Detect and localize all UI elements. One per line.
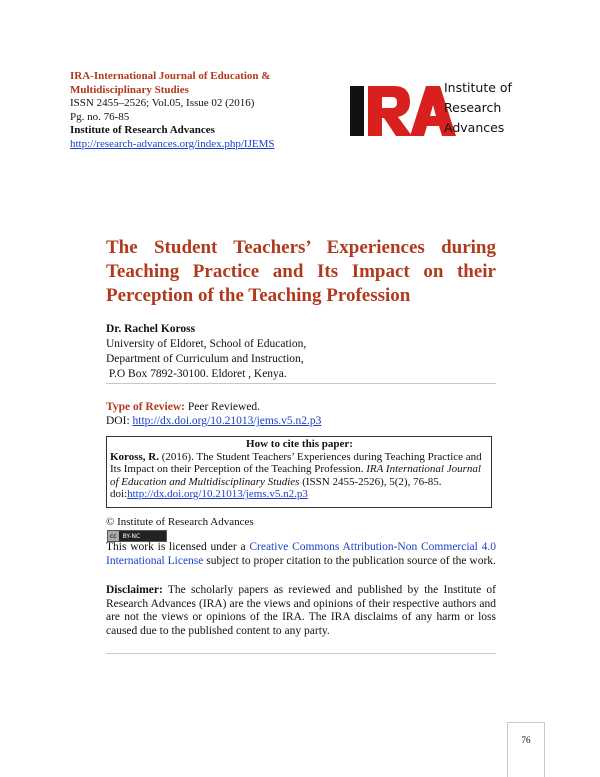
divider-bottom	[106, 653, 496, 654]
issn-line: ISSN 2455–2526; Vol.05, Issue 02 (2016)	[70, 97, 255, 109]
citation-author: Koross, R.	[110, 450, 159, 463]
doi-label: DOI:	[106, 415, 133, 427]
pages-line: Pg. no. 76-85	[70, 110, 130, 123]
publisher-name: Institute of Research Advances	[70, 124, 215, 136]
license-link[interactable]: Creative Commons Attribution-Non Commercial 4.0 International License	[106, 541, 496, 567]
logo-line2: Research	[444, 100, 502, 115]
license-text2: subject to proper citation to the publication source of the work.	[203, 554, 496, 567]
affiliation-line3: P.O Box 7892-30100. Eldoret , Kenya.	[106, 368, 287, 380]
logo-wordmark	[444, 78, 512, 138]
journal-header	[70, 70, 340, 151]
divider	[106, 383, 496, 384]
affiliation-line1: University of Eldoret, School of Education,	[106, 338, 307, 350]
author-block	[106, 322, 426, 382]
citation-heading: How to cite this paper:	[246, 438, 353, 450]
review-type-value: Peer Reviewed.	[185, 401, 261, 413]
page-number: 76	[521, 735, 531, 745]
disclaimer-label: Disclaimer:	[106, 584, 163, 596]
disclaimer-text	[106, 584, 496, 638]
license-text1: This work is licensed under a	[106, 541, 250, 553]
journal-name-line2: Multidisciplinary Studies	[70, 83, 189, 96]
citation-box	[106, 436, 492, 508]
cc-badge-left: cc	[110, 532, 117, 540]
affiliation-line2: Department of Curriculum and Instruction,	[106, 353, 304, 365]
journal-url-link[interactable]: http://research-advances.org/index.php/IJEMS	[70, 137, 275, 150]
article-title: The Student Teachers’ Experiences during Teaching Practice and Its Impact on their Perception of the Teaching Profession	[106, 237, 496, 306]
author-name: Dr. Rachel Koross	[106, 323, 196, 335]
citation-issn: (ISSN 2455-2526), 5(2), 76-85.	[299, 475, 442, 488]
journal-name-line1: IRA-International Journal of Education &	[70, 70, 271, 82]
review-info	[106, 400, 496, 428]
cc-badge-right: BY-NC	[122, 532, 141, 540]
doi-link[interactable]: http://dx.doi.org/10.21013/jems.v5.n2.p3	[132, 415, 322, 427]
logo-line3: Advances	[444, 120, 505, 135]
license-text	[106, 541, 496, 568]
citation-journal: IRA International Journal of Education and Multidisciplinary Studies	[110, 463, 481, 488]
citation-text	[110, 451, 489, 501]
citation-body: (2016). The Student Teachers’ Experiences during Teaching Practice and Its Impact on their Perception of the Teaching Profession.	[110, 450, 482, 475]
review-type-label: Type of Review:	[106, 401, 185, 413]
copyright-notice: © Institute of Research Advances	[106, 516, 254, 528]
disclaimer-body: The scholarly papers as reviewed and published by the Institute of Research Advances (IRA) are the views and opinions of their respective authors and are not the views or opinions of the IRA. The IRA disclaims of any harm or loss caused due to the published content to any party.	[106, 584, 496, 637]
logo-line1: Institute of	[444, 80, 512, 95]
citation-doi-prefix: doi:	[110, 488, 128, 500]
citation-doi-link[interactable]: http://dx.doi.org/10.21013/jems.v5.n2.p3	[127, 488, 308, 500]
page-number-box	[507, 722, 545, 777]
